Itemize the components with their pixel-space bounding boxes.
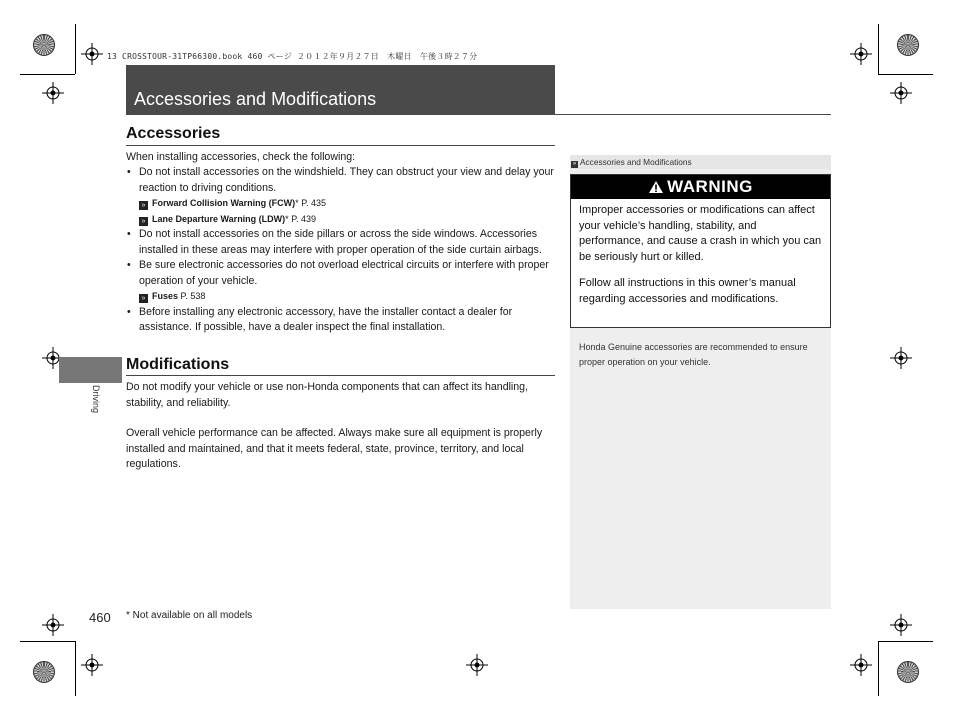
accessories-list	[126, 305, 555, 336]
warning-title: WARNING	[667, 177, 753, 196]
arrow-icon: »	[139, 217, 148, 226]
warning-header	[571, 175, 830, 199]
section-tab-label: Driving	[91, 385, 101, 414]
xref-label: Fuses	[152, 291, 179, 301]
list-item: • Do not install accessories on the side pillars or across the side windows. Accessories installed in these areas may interfere with proper operation of the side curtain airbags.	[126, 227, 555, 258]
warning-text: Improper accessories or modifications can affect your vehicle’s handling, stability, and performance, and cause a crash in which you can be seriously hurt or killed.	[579, 204, 822, 263]
modifications-paragraph: Do not modify your vehicle or use non-Honda components that can affect its handling, stability, and reliability.	[126, 381, 529, 409]
registration-mark-icon	[81, 43, 103, 65]
xref-fcw[interactable]: » Forward Collision Warning (FCW)* P. 435	[126, 196, 555, 212]
xref-page: P. 439	[291, 213, 317, 224]
registration-mark-icon	[850, 43, 872, 65]
accessories-list	[126, 165, 555, 196]
title-rule	[126, 114, 831, 115]
registration-mark-icon	[42, 82, 64, 104]
print-header: 13 CROSSTOUR-31TP66300.book 460 ページ ２０１２年９月２７日 木曜日 午後３時２７分	[107, 52, 478, 61]
xref-page: P. 538	[180, 291, 206, 301]
registration-mark-icon	[890, 82, 912, 104]
color-target-icon	[33, 34, 55, 56]
xref-label: Forward Collision Warning (FCW)	[152, 198, 296, 208]
warning-text: Follow all instructions in this owner’s manual regarding accessories and modifications.	[579, 277, 796, 305]
color-target-icon	[897, 661, 919, 683]
registration-mark-icon	[890, 614, 912, 636]
xref-fuses[interactable]	[126, 289, 555, 305]
registration-mark-icon	[81, 654, 103, 676]
title-banner	[126, 65, 555, 115]
modifications-heading: Modifications	[126, 357, 555, 377]
arrow-icon: »	[139, 294, 148, 303]
registration-mark-icon	[890, 347, 912, 369]
arrow-icon: »	[572, 161, 577, 167]
registration-mark-icon	[42, 614, 64, 636]
modifications-paragraph: Overall vehicle performance can be affected. Always make sure all equipment is properly installed and maintained, and that it meets federal, state, province, territory, and local regulations.	[126, 427, 543, 470]
registration-mark-icon	[466, 654, 488, 676]
page-number: 460	[89, 610, 111, 625]
accessories-intro: When installing accessories, check the following:	[126, 150, 356, 163]
main-column	[126, 126, 555, 473]
warning-body	[571, 199, 830, 307]
list-item: • Do not install accessories on the windshield. They can obstruct your view and delay your reaction to driving conditions.	[126, 165, 555, 196]
side-note: Honda Genuine accessories are recommended to ensure proper operation on your vehicle.	[579, 342, 808, 367]
accessories-list	[126, 227, 555, 289]
xref-page: P. 435	[301, 198, 327, 208]
registration-mark-icon	[850, 654, 872, 676]
footnote: * Not available on all models	[126, 610, 253, 621]
xref-label: Lane Departure Warning (LDW)	[152, 213, 286, 224]
arrow-icon: »	[139, 201, 148, 210]
page-title: Accessories and Modifications	[134, 89, 377, 109]
section-tab	[59, 357, 122, 383]
list-item: • Before installing any electronic accessory, have the installer contact a dealer for assistance. If possible, have a dealer inspect the final installation.	[126, 305, 555, 336]
list-item: • Be sure electronic accessories do not overload electrical circuits or interfere with proper operation of your vehicle.	[126, 258, 555, 289]
warning-box	[570, 174, 831, 328]
xref-ldw[interactable]: » Lane Departure Warning (LDW)* P. 439	[126, 212, 555, 228]
side-panel-ref[interactable]: » Accessories and Modifications	[570, 155, 831, 169]
color-target-icon	[33, 661, 55, 683]
accessories-heading: Accessories	[126, 126, 555, 146]
warning-triangle-icon	[648, 180, 664, 194]
color-target-icon	[897, 34, 919, 56]
